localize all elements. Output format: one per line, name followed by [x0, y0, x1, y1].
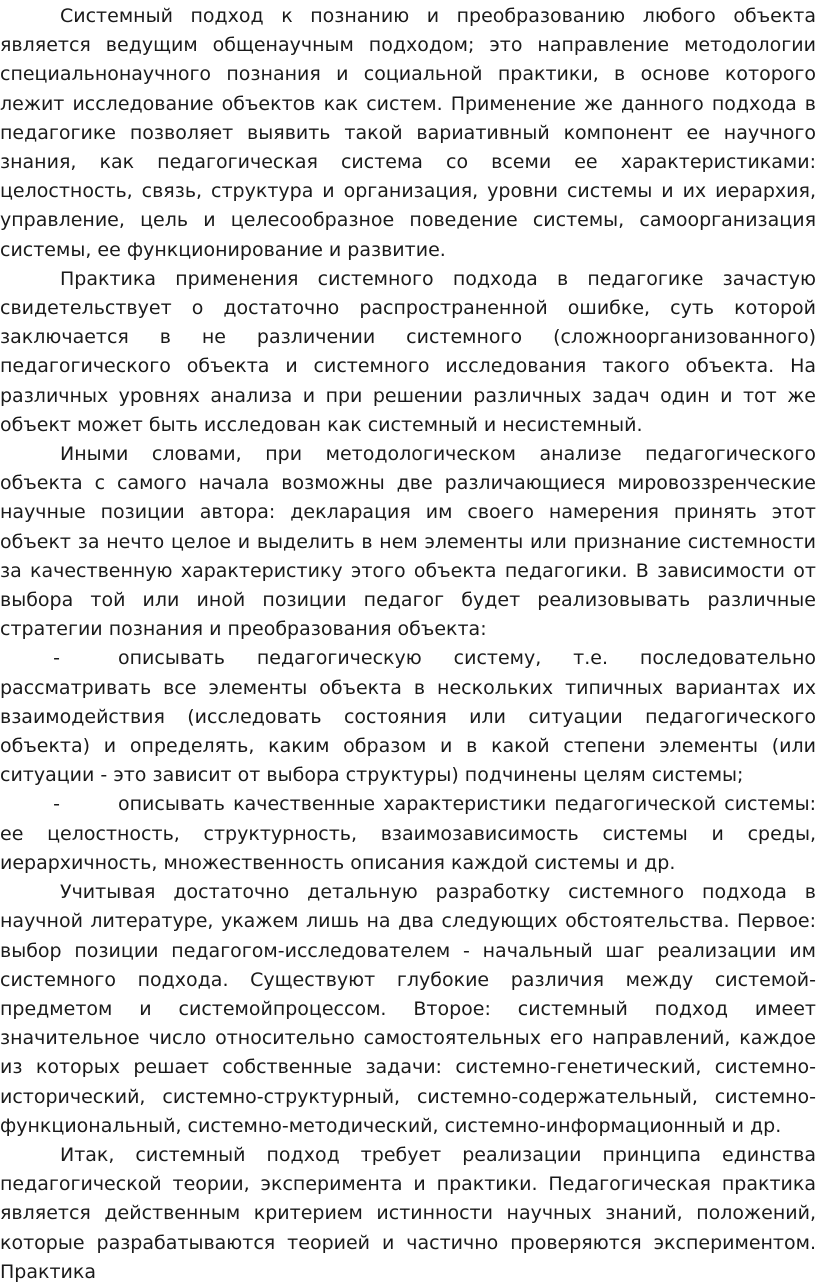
paragraph-methodological-analysis: Иными словами, при методологическом анализе педагогического объекта с самого начала возможны две различающиеся мировоззренческие научные позиции автора: декларация им своего намерения принять этот объект за нечто целое и выделить в нем элементы или признание системности за качественную характеристику этого объекта педагогики. В зависимости от выбора той или иной позиции педагог будет реализовывать различные стратегии познания и преобразования объекта: [0, 443, 816, 641]
list-item-text: описывать качественные характеристики педагогической системы: ее целостность, структурность, взаимозависимость системы и среды, иерархичность, множественность описания каждой системы и др. [0, 793, 816, 874]
paragraph-systems-approach: Системный подход к познанию и преобразованию любого объекта является ведущим общенаучным подходом; это направление методологии специальнонаучного познания и социальной практики, в основе которого лежит исследование объектов как систем. Применение же данного подхода в педагогике позволяет выявить такой вариативный компонент ее научного знания, как педагогическая система со всеми ее характеристиками: целостность, связь, структура и организация, уровни системы и их иерархия, управление, цель и целесообразное поведение системы, самоорганизация системы, ее функционирование и развитие. [0, 5, 816, 261]
paragraph-practice-error: Практика применения системного подхода в педагогике зачастую свидетельствует о достаточно распространенной ошибке, суть которой заключается в не различении системного (сложноорганизованного) педагогического объекта и системного исследования такого объекта. На различных уровнях анализа и при решении различных задач один и тот же объект может быть исследован как системный и несистемный. [0, 267, 816, 436]
list-item-text: описывать педагогическую систему, т.е. последовательно рассматривать все элементы объекта в нескольких типичных вариантах их взаимодействия (исследовать состояния или ситуации педагогического объекта) и определять, каким образом и в какой степени элементы (или ситуации - это зависит от выбора структуры) подчинены целям системы; [0, 647, 816, 787]
list-marker: - [53, 793, 60, 816]
paragraph-two-circumstances: Учитывая достаточно детальную разработку системного подхода в научной литературе, укажем лишь на два следующих обстоятельства. Первое: выбор позиции педагогом-исследователем - начальный шаг реализации им системного подхода. Существуют глубокие различия между системой-предметом и системойпроцессом. Второе: системный подход имеет значительное число относительно самостоятельных его направлений, каждое из которых решает собственные задачи: системно-генетический, системно-исторический, системно-структурный, системно-содержательный, системно-функциональный, системно-методический, системно-информационный и др. [0, 881, 816, 1137]
list-item [0, 790, 816, 878]
document-page [0, 2, 816, 1287]
list-marker: - [53, 647, 60, 670]
list-item [0, 644, 816, 790]
paragraph-unity-principle: Итак, системный подход требует реализации принципа единства педагогической теории, эксперимента и практики. Педагогическая практика является действенным критерием истинности научных знаний, положений, которые разрабатываются теорией и частично проверяются экспериментом. Практика [0, 1143, 816, 1283]
